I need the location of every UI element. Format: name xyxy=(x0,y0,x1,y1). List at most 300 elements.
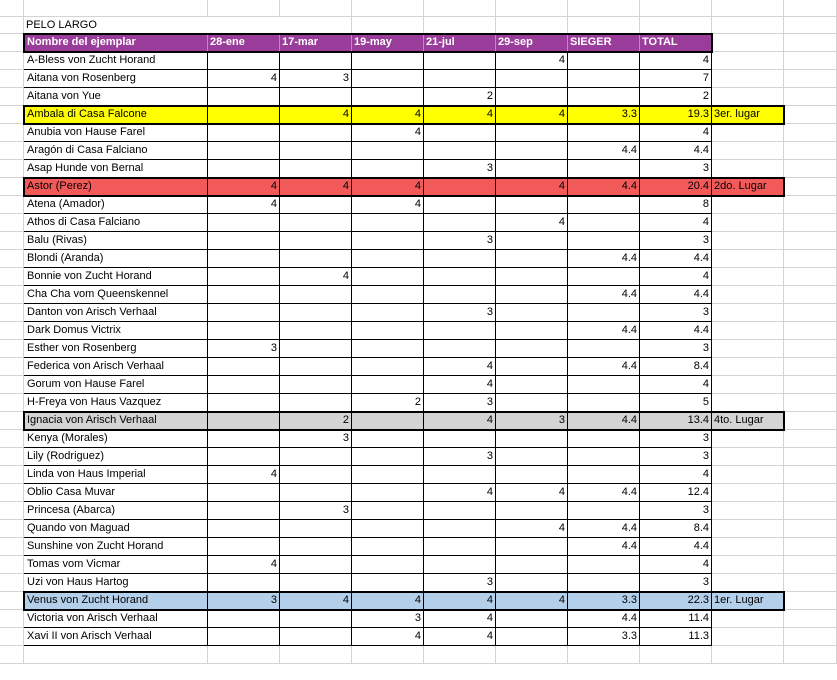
total-cell[interactable]: 4 xyxy=(640,556,712,574)
entry-name[interactable]: Danton von Arisch Verhaal xyxy=(24,304,208,322)
score-cell[interactable]: 4 xyxy=(496,214,568,232)
sheet-cell[interactable] xyxy=(784,592,837,610)
score-cell[interactable] xyxy=(352,484,424,502)
score-cell[interactable] xyxy=(208,232,280,250)
total-cell[interactable]: 4.4 xyxy=(640,142,712,160)
sheet-cell[interactable] xyxy=(784,17,837,34)
sheet-cell[interactable] xyxy=(784,520,837,538)
score-cell[interactable] xyxy=(280,376,352,394)
score-cell[interactable]: 4.4 xyxy=(568,250,640,268)
score-cell[interactable] xyxy=(280,232,352,250)
score-cell[interactable] xyxy=(208,628,280,646)
score-cell[interactable] xyxy=(568,268,640,286)
total-cell[interactable]: 4 xyxy=(640,52,712,70)
score-cell[interactable] xyxy=(424,52,496,70)
score-cell[interactable] xyxy=(280,304,352,322)
sheet-cell[interactable] xyxy=(0,106,24,124)
sheet-cell[interactable] xyxy=(784,646,837,664)
score-cell[interactable]: 3 xyxy=(424,448,496,466)
score-cell[interactable]: 3.3 xyxy=(568,628,640,646)
sheet-cell[interactable] xyxy=(0,250,24,268)
sheet-cell[interactable] xyxy=(712,304,784,322)
score-cell[interactable] xyxy=(352,214,424,232)
score-cell[interactable]: 3 xyxy=(424,394,496,412)
score-cell[interactable] xyxy=(424,430,496,448)
score-cell[interactable] xyxy=(496,124,568,142)
sheet-cell[interactable] xyxy=(712,196,784,214)
score-cell[interactable] xyxy=(496,286,568,304)
score-cell[interactable]: 4 xyxy=(496,106,568,124)
sheet-cell[interactable] xyxy=(424,0,496,17)
sheet-cell[interactable] xyxy=(712,646,784,664)
score-cell[interactable] xyxy=(496,268,568,286)
score-cell[interactable] xyxy=(208,214,280,232)
score-cell[interactable] xyxy=(280,574,352,592)
score-cell[interactable]: 4.4 xyxy=(568,520,640,538)
total-cell[interactable]: 8.4 xyxy=(640,520,712,538)
sheet-cell[interactable] xyxy=(784,70,837,88)
score-cell[interactable] xyxy=(352,232,424,250)
sheet-cell[interactable] xyxy=(712,556,784,574)
score-cell[interactable] xyxy=(280,628,352,646)
sheet-cell[interactable] xyxy=(712,322,784,340)
score-cell[interactable] xyxy=(568,160,640,178)
sheet-cell[interactable] xyxy=(208,646,280,664)
entry-name[interactable]: Quando von Maguad xyxy=(24,520,208,538)
column-header-3[interactable]: 19-may xyxy=(352,34,424,52)
sheet-cell[interactable] xyxy=(712,538,784,556)
score-cell[interactable] xyxy=(352,502,424,520)
score-cell[interactable] xyxy=(208,106,280,124)
sheet-cell[interactable] xyxy=(0,286,24,304)
score-cell[interactable] xyxy=(568,214,640,232)
score-cell[interactable] xyxy=(496,196,568,214)
score-cell[interactable]: 3 xyxy=(424,304,496,322)
sheet-cell[interactable] xyxy=(0,520,24,538)
entry-name[interactable]: Athos di Casa Falciano xyxy=(24,214,208,232)
sheet-cell[interactable] xyxy=(0,304,24,322)
sheet-cell[interactable] xyxy=(496,0,568,17)
score-cell[interactable] xyxy=(280,538,352,556)
score-cell[interactable] xyxy=(208,538,280,556)
score-cell[interactable]: 4 xyxy=(424,610,496,628)
score-cell[interactable] xyxy=(424,196,496,214)
entry-name[interactable]: Sunshine von Zucht Horand xyxy=(24,538,208,556)
score-cell[interactable] xyxy=(208,124,280,142)
sheet-cell[interactable] xyxy=(784,358,837,376)
score-cell[interactable] xyxy=(424,538,496,556)
place-note[interactable]: 1er. Lugar xyxy=(712,592,784,610)
sheet-cell[interactable] xyxy=(0,214,24,232)
score-cell[interactable]: 4 xyxy=(496,52,568,70)
sheet-cell[interactable] xyxy=(784,574,837,592)
score-cell[interactable]: 4 xyxy=(424,484,496,502)
score-cell[interactable] xyxy=(208,88,280,106)
column-header-1[interactable]: 28-ene xyxy=(208,34,280,52)
place-note[interactable]: 3er. lugar xyxy=(712,106,784,124)
sheet-cell[interactable] xyxy=(0,142,24,160)
score-cell[interactable]: 4 xyxy=(424,376,496,394)
score-cell[interactable]: 4 xyxy=(208,466,280,484)
entry-name[interactable]: Aitana von Yue xyxy=(24,88,208,106)
score-cell[interactable] xyxy=(280,196,352,214)
score-cell[interactable] xyxy=(496,304,568,322)
score-cell[interactable]: 4 xyxy=(496,592,568,610)
sheet-cell[interactable] xyxy=(712,430,784,448)
score-cell[interactable] xyxy=(352,286,424,304)
sheet-cell[interactable] xyxy=(0,124,24,142)
sheet-cell[interactable] xyxy=(208,0,280,17)
sheet-cell[interactable] xyxy=(280,17,352,34)
score-cell[interactable] xyxy=(496,466,568,484)
sheet-cell[interactable] xyxy=(712,52,784,70)
sheet-cell[interactable] xyxy=(712,574,784,592)
entry-name[interactable]: H-Freya von Haus Vazquez xyxy=(24,394,208,412)
entry-name[interactable]: Tomas vom Vicmar xyxy=(24,556,208,574)
sheet-cell[interactable] xyxy=(0,610,24,628)
sheet-cell[interactable] xyxy=(352,0,424,17)
sheet-cell[interactable] xyxy=(0,232,24,250)
score-cell[interactable] xyxy=(424,520,496,538)
entry-name[interactable]: Balu (Rivas) xyxy=(24,232,208,250)
entry-name[interactable]: A-Bless von Zucht Horand xyxy=(24,52,208,70)
sheet-cell[interactable] xyxy=(0,70,24,88)
sheet-cell[interactable] xyxy=(712,376,784,394)
sheet-cell[interactable] xyxy=(0,268,24,286)
score-cell[interactable]: 4 xyxy=(280,592,352,610)
score-cell[interactable] xyxy=(496,322,568,340)
sheet-cell[interactable] xyxy=(352,17,424,34)
sheet-cell[interactable] xyxy=(0,17,24,34)
sheet-cell[interactable] xyxy=(0,484,24,502)
sheet-cell[interactable] xyxy=(784,124,837,142)
sheet-cell[interactable] xyxy=(640,0,712,17)
score-cell[interactable] xyxy=(496,232,568,250)
sheet-cell[interactable] xyxy=(784,250,837,268)
sheet-cell[interactable] xyxy=(208,17,280,34)
score-cell[interactable] xyxy=(568,376,640,394)
score-cell[interactable]: 3 xyxy=(280,430,352,448)
sheet-cell[interactable] xyxy=(0,574,24,592)
score-cell[interactable] xyxy=(568,556,640,574)
score-cell[interactable] xyxy=(496,70,568,88)
score-cell[interactable] xyxy=(496,538,568,556)
entry-name[interactable]: Victoria von Arisch Verhaal xyxy=(24,610,208,628)
score-cell[interactable] xyxy=(496,160,568,178)
sheet-cell[interactable] xyxy=(0,322,24,340)
score-cell[interactable] xyxy=(280,250,352,268)
sheet-cell[interactable] xyxy=(0,358,24,376)
score-cell[interactable] xyxy=(568,448,640,466)
score-cell[interactable] xyxy=(208,610,280,628)
sheet-cell[interactable] xyxy=(712,610,784,628)
sheet-cell[interactable] xyxy=(712,358,784,376)
place-note[interactable]: 4to. Lugar xyxy=(712,412,784,430)
score-cell[interactable] xyxy=(208,268,280,286)
score-cell[interactable] xyxy=(496,358,568,376)
sheet-cell[interactable] xyxy=(784,484,837,502)
sheet-cell[interactable] xyxy=(712,340,784,358)
score-cell[interactable] xyxy=(568,196,640,214)
sheet-cell[interactable] xyxy=(568,17,640,34)
score-cell[interactable]: 4 xyxy=(424,412,496,430)
sheet-cell[interactable] xyxy=(0,376,24,394)
score-cell[interactable] xyxy=(280,394,352,412)
sheet-cell[interactable] xyxy=(0,52,24,70)
entry-name[interactable]: Lily (Rodriguez) xyxy=(24,448,208,466)
score-cell[interactable]: 3 xyxy=(208,340,280,358)
score-cell[interactable]: 4.4 xyxy=(568,538,640,556)
score-cell[interactable] xyxy=(352,70,424,88)
score-cell[interactable] xyxy=(496,556,568,574)
score-cell[interactable] xyxy=(352,448,424,466)
score-cell[interactable] xyxy=(424,322,496,340)
score-cell[interactable]: 4.4 xyxy=(568,412,640,430)
total-cell[interactable]: 3 xyxy=(640,304,712,322)
entry-name[interactable]: Uzi von Haus Hartog xyxy=(24,574,208,592)
sheet-cell[interactable] xyxy=(784,466,837,484)
score-cell[interactable]: 4 xyxy=(280,178,352,196)
score-cell[interactable]: 3 xyxy=(280,502,352,520)
sheet-cell[interactable] xyxy=(784,430,837,448)
sheet-cell[interactable] xyxy=(712,232,784,250)
sheet-cell[interactable] xyxy=(712,394,784,412)
total-cell[interactable]: 5 xyxy=(640,394,712,412)
sheet-cell[interactable] xyxy=(280,646,352,664)
total-cell[interactable]: 4.4 xyxy=(640,250,712,268)
sheet-cell[interactable] xyxy=(712,17,784,34)
score-cell[interactable]: 4 xyxy=(424,358,496,376)
score-cell[interactable] xyxy=(208,52,280,70)
score-cell[interactable]: 4 xyxy=(352,196,424,214)
entry-name[interactable]: Linda von Haus Imperial xyxy=(24,466,208,484)
sheet-cell[interactable] xyxy=(712,250,784,268)
sheet-cell[interactable] xyxy=(784,286,837,304)
score-cell[interactable] xyxy=(208,304,280,322)
sheet-cell[interactable] xyxy=(712,520,784,538)
entry-name[interactable]: Aitana von Rosenberg xyxy=(24,70,208,88)
score-cell[interactable]: 3.3 xyxy=(568,592,640,610)
score-cell[interactable]: 3 xyxy=(424,574,496,592)
sheet-cell[interactable] xyxy=(0,448,24,466)
score-cell[interactable]: 4 xyxy=(352,178,424,196)
total-cell[interactable]: 3 xyxy=(640,430,712,448)
score-cell[interactable]: 4.4 xyxy=(568,142,640,160)
sheet-cell[interactable] xyxy=(24,646,208,664)
score-cell[interactable] xyxy=(424,178,496,196)
score-cell[interactable]: 4 xyxy=(280,268,352,286)
score-cell[interactable] xyxy=(496,394,568,412)
score-cell[interactable]: 4 xyxy=(424,628,496,646)
sheet-cell[interactable] xyxy=(784,214,837,232)
sheet-cell[interactable] xyxy=(784,340,837,358)
score-cell[interactable]: 4.4 xyxy=(568,358,640,376)
score-cell[interactable] xyxy=(208,250,280,268)
score-cell[interactable]: 3 xyxy=(424,160,496,178)
score-cell[interactable] xyxy=(568,88,640,106)
score-cell[interactable] xyxy=(208,430,280,448)
sheet-cell[interactable] xyxy=(712,286,784,304)
score-cell[interactable]: 2 xyxy=(424,88,496,106)
score-cell[interactable] xyxy=(568,430,640,448)
score-cell[interactable] xyxy=(496,610,568,628)
score-cell[interactable] xyxy=(208,412,280,430)
sheet-cell[interactable] xyxy=(784,196,837,214)
score-cell[interactable] xyxy=(352,322,424,340)
score-cell[interactable] xyxy=(280,484,352,502)
entry-name[interactable]: Xavi II von Arisch Verhaal xyxy=(24,628,208,646)
score-cell[interactable] xyxy=(280,286,352,304)
sheet-cell[interactable] xyxy=(784,538,837,556)
total-cell[interactable]: 3 xyxy=(640,574,712,592)
total-cell[interactable]: 11.3 xyxy=(640,628,712,646)
score-cell[interactable] xyxy=(280,124,352,142)
entry-name[interactable]: Astor (Perez) xyxy=(24,178,208,196)
entry-name[interactable]: Atena (Amador) xyxy=(24,196,208,214)
score-cell[interactable] xyxy=(424,124,496,142)
sheet-cell[interactable] xyxy=(0,628,24,646)
entry-name[interactable]: Cha Cha vom Queenskennel xyxy=(24,286,208,304)
score-cell[interactable] xyxy=(280,88,352,106)
entry-name[interactable]: Asap Hunde von Bernal xyxy=(24,160,208,178)
sheet-cell[interactable] xyxy=(0,0,24,17)
score-cell[interactable]: 3.3 xyxy=(568,106,640,124)
score-cell[interactable] xyxy=(352,88,424,106)
total-cell[interactable]: 3 xyxy=(640,160,712,178)
score-cell[interactable] xyxy=(280,610,352,628)
score-cell[interactable] xyxy=(208,520,280,538)
score-cell[interactable] xyxy=(352,304,424,322)
score-cell[interactable]: 4.4 xyxy=(568,322,640,340)
score-cell[interactable]: 4 xyxy=(208,70,280,88)
sheet-cell[interactable] xyxy=(784,412,837,430)
sheet-cell[interactable] xyxy=(0,178,24,196)
sheet-cell[interactable] xyxy=(712,268,784,286)
total-cell[interactable]: 4 xyxy=(640,268,712,286)
total-cell[interactable]: 8.4 xyxy=(640,358,712,376)
sheet-cell[interactable] xyxy=(784,628,837,646)
score-cell[interactable] xyxy=(352,574,424,592)
sheet-cell[interactable] xyxy=(784,106,837,124)
score-cell[interactable] xyxy=(496,142,568,160)
total-cell[interactable]: 4 xyxy=(640,466,712,484)
score-cell[interactable] xyxy=(208,376,280,394)
total-cell[interactable]: 7 xyxy=(640,70,712,88)
score-cell[interactable] xyxy=(568,574,640,592)
score-cell[interactable] xyxy=(568,70,640,88)
sheet-cell[interactable] xyxy=(0,412,24,430)
sheet-cell[interactable] xyxy=(496,17,568,34)
entry-name[interactable]: Ambala di Casa Falcone xyxy=(24,106,208,124)
sheet-cell[interactable] xyxy=(496,646,568,664)
score-cell[interactable]: 4 xyxy=(352,628,424,646)
entry-name[interactable]: Ignacia von Arisch Verhaal xyxy=(24,412,208,430)
score-cell[interactable] xyxy=(496,430,568,448)
sheet-cell[interactable] xyxy=(784,0,837,17)
score-cell[interactable] xyxy=(424,70,496,88)
score-cell[interactable]: 3 xyxy=(496,412,568,430)
entry-name[interactable]: Oblio Casa Muvar xyxy=(24,484,208,502)
score-cell[interactable] xyxy=(208,394,280,412)
sheet-cell[interactable] xyxy=(784,268,837,286)
sheet-cell[interactable] xyxy=(712,0,784,17)
score-cell[interactable] xyxy=(352,376,424,394)
sheet-cell[interactable] xyxy=(784,556,837,574)
sheet-cell[interactable] xyxy=(784,160,837,178)
score-cell[interactable] xyxy=(424,502,496,520)
score-cell[interactable] xyxy=(280,556,352,574)
sheet-cell[interactable] xyxy=(352,646,424,664)
score-cell[interactable] xyxy=(352,466,424,484)
sheet-cell[interactable] xyxy=(784,610,837,628)
score-cell[interactable] xyxy=(352,412,424,430)
score-cell[interactable]: 4 xyxy=(280,106,352,124)
score-cell[interactable] xyxy=(208,448,280,466)
sheet-cell[interactable] xyxy=(712,142,784,160)
score-cell[interactable] xyxy=(424,214,496,232)
sheet-cell[interactable] xyxy=(24,0,208,17)
sheet-cell[interactable] xyxy=(712,88,784,106)
total-cell[interactable]: 4.4 xyxy=(640,322,712,340)
entry-name[interactable]: Kenya (Morales) xyxy=(24,430,208,448)
score-cell[interactable]: 3 xyxy=(424,232,496,250)
entry-name[interactable]: Princesa (Abarca) xyxy=(24,502,208,520)
column-header-2[interactable]: 17-mar xyxy=(280,34,352,52)
score-cell[interactable] xyxy=(352,430,424,448)
sheet-cell[interactable] xyxy=(784,448,837,466)
sheet-cell[interactable] xyxy=(712,484,784,502)
score-cell[interactable] xyxy=(280,358,352,376)
score-cell[interactable]: 4 xyxy=(424,592,496,610)
score-cell[interactable] xyxy=(424,466,496,484)
column-header-6[interactable]: SIEGER xyxy=(568,34,640,52)
score-cell[interactable] xyxy=(496,502,568,520)
score-cell[interactable] xyxy=(280,448,352,466)
score-cell[interactable]: 4 xyxy=(208,556,280,574)
score-cell[interactable] xyxy=(496,574,568,592)
entry-name[interactable]: Federica von Arisch Verhaal xyxy=(24,358,208,376)
sheet-cell[interactable] xyxy=(0,394,24,412)
score-cell[interactable] xyxy=(568,124,640,142)
score-cell[interactable] xyxy=(496,448,568,466)
score-cell[interactable] xyxy=(280,160,352,178)
sheet-cell[interactable] xyxy=(784,34,837,52)
sheet-cell[interactable] xyxy=(424,646,496,664)
total-cell[interactable]: 4 xyxy=(640,214,712,232)
score-cell[interactable] xyxy=(280,466,352,484)
sheet-cell[interactable] xyxy=(0,646,24,664)
score-cell[interactable]: 4 xyxy=(496,178,568,196)
total-cell[interactable]: 22.3 xyxy=(640,592,712,610)
entry-name[interactable]: Esther von Rosenberg xyxy=(24,340,208,358)
sheet-cell[interactable] xyxy=(640,17,712,34)
score-cell[interactable]: 2 xyxy=(280,412,352,430)
column-header-4[interactable]: 21-jul xyxy=(424,34,496,52)
sheet-cell[interactable] xyxy=(784,376,837,394)
score-cell[interactable] xyxy=(208,502,280,520)
total-cell[interactable]: 3 xyxy=(640,232,712,250)
score-cell[interactable] xyxy=(496,88,568,106)
score-cell[interactable]: 4.4 xyxy=(568,484,640,502)
column-header-5[interactable]: 29-sep xyxy=(496,34,568,52)
score-cell[interactable]: 4 xyxy=(208,196,280,214)
score-cell[interactable]: 4 xyxy=(352,124,424,142)
score-cell[interactable]: 4.4 xyxy=(568,286,640,304)
score-cell[interactable] xyxy=(568,304,640,322)
score-cell[interactable] xyxy=(496,376,568,394)
column-header-7[interactable]: TOTAL xyxy=(640,34,712,52)
sheet-cell[interactable] xyxy=(0,340,24,358)
